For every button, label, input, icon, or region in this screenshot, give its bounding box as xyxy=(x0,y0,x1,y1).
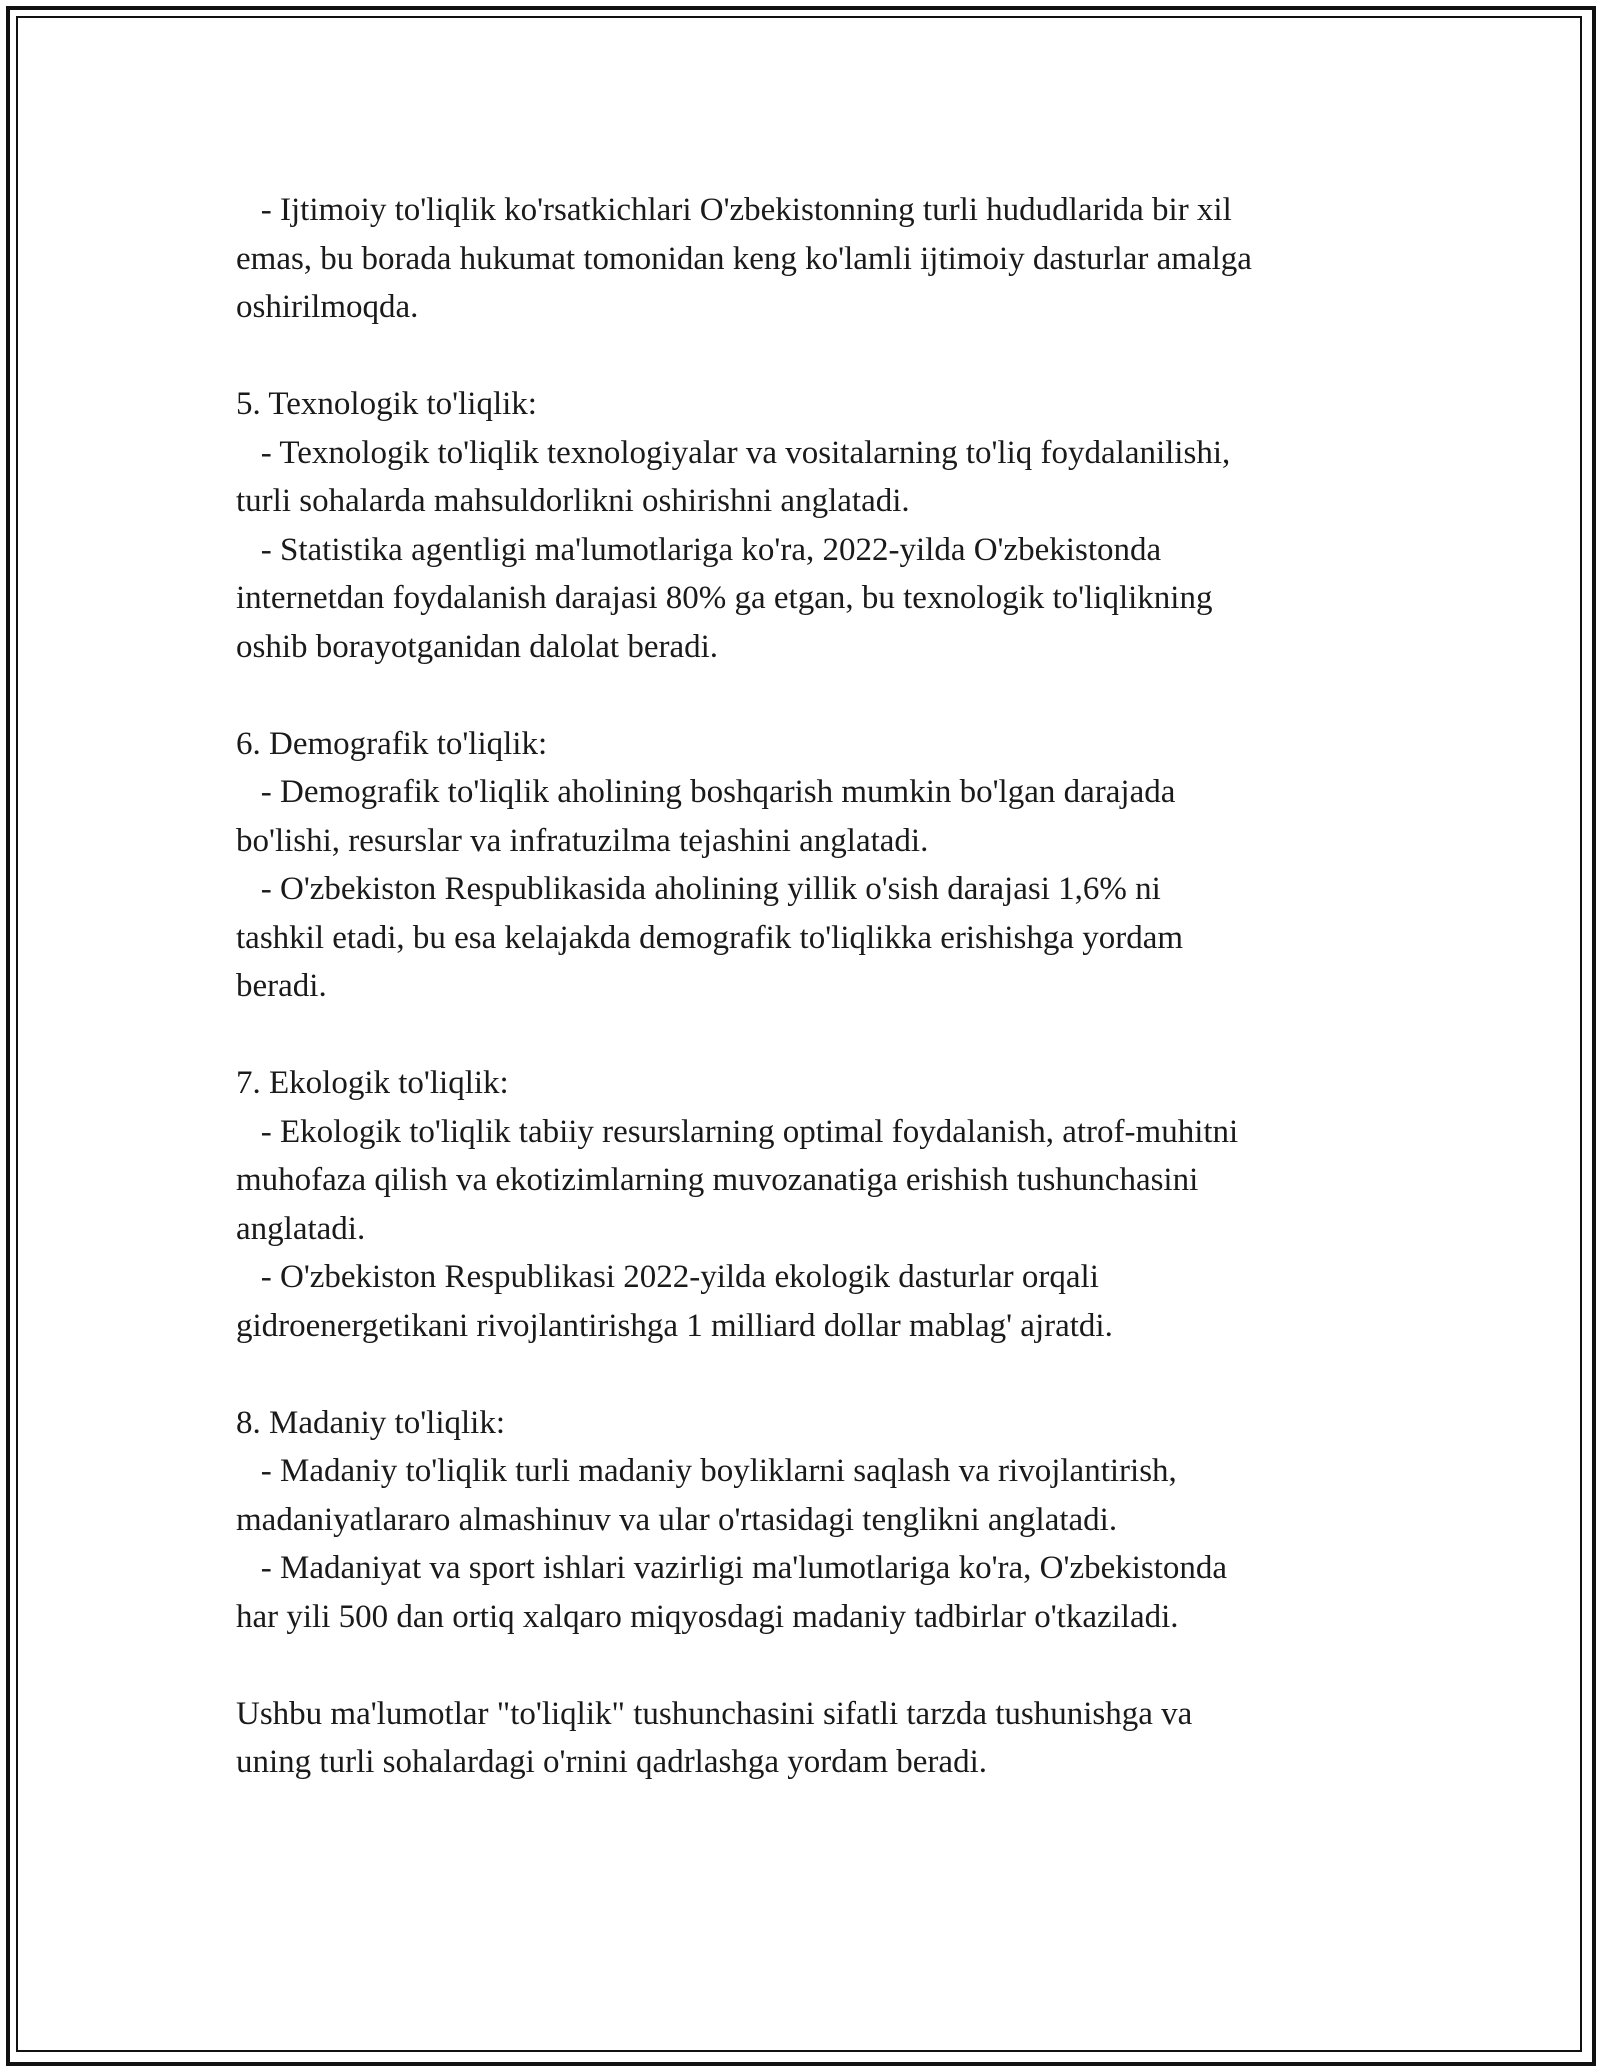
section-heading: 8. Madaniy to'liqlik: xyxy=(236,1404,506,1441)
text-line: muhofaza qilish va ekotizimlarning muvozanatiga erishish tushunchasini xyxy=(236,1162,1199,1198)
text-line: bo'lishi, resurslar va infratuzilma tejashini anglatadi. xyxy=(236,822,929,859)
text-line: har yili 500 dan ortiq xalqaro miqyosdagi madaniy tadbirlar o'tkaziladi. xyxy=(236,1598,1179,1635)
text-line: - O'zbekiston Respublikasi 2022-yilda ekologik dasturlar orqali xyxy=(236,1259,1099,1295)
text-line: oshirilmoqda. xyxy=(236,289,419,325)
paragraph-gap xyxy=(236,671,1376,720)
text-line: - Ijtimoiy to'liqlik ko'rsatkichlari O'zbekistonning turli hududlarida bir xil xyxy=(236,192,1232,228)
text-line: emas, bu borada hukumat tomonidan keng ko'lamli ijtimoiy dasturlar amalga xyxy=(236,240,1252,277)
text-line: anglatadi. xyxy=(236,1210,366,1247)
text-line: - Madaniyat va sport ishlari vazirligi ma'lumotlariga ko'ra, O'zbekistonda xyxy=(236,1550,1228,1586)
text-line: - Madaniy to'liqlik turli madaniy boyliklarni saqlash va rivojlantirish, xyxy=(236,1453,1177,1489)
paragraph-gap xyxy=(236,1641,1376,1690)
text-line: madaniyatlararo almashinuv va ular o'rtasidagi tenglikni anglatadi. xyxy=(236,1501,1118,1538)
text-line: gidroenergetikani rivojlantirishga 1 milliard dollar mablag' ajratdi. xyxy=(236,1307,1113,1344)
paragraph-gap xyxy=(236,1011,1376,1060)
text-line: beradi. xyxy=(236,968,327,1004)
conclusion-line: uning turli sohalardagi o'rnini qadrlashga yordam beradi. xyxy=(236,1744,987,1780)
text-line: - O'zbekiston Respublikasida aholining yillik o'sish darajasi 1,6% ni xyxy=(236,871,1161,907)
paragraph-gap xyxy=(236,332,1376,381)
text-line: - Texnologik to'liqlik texnologiyalar va vositalarning to'liq foydalanilishi, xyxy=(236,434,1231,471)
text-line: oshib borayotganidan dalolat beradi. xyxy=(236,628,719,665)
text-line: - Ekologik to'liqlik tabiiy resurslarning optimal foydalanish, atrof-muhitni xyxy=(236,1113,1239,1150)
text-line: tashkil etadi, bu esa kelajakda demografik to'liqlikka erishishga yordam xyxy=(236,919,1184,956)
text-line: internetdan foydalanish darajasi 80% ga etgan, bu texnologik to'liqlikning xyxy=(236,580,1213,616)
section-heading: 5. Texnologik to'liqlik: xyxy=(236,386,537,422)
text-line: - Demografik to'liqlik aholining boshqarish mumkin bo'lgan darajada xyxy=(236,774,1176,810)
text-line: - Statistika agentligi ma'lumotlariga ko'ra, 2022-yilda O'zbekistonda xyxy=(236,531,1162,568)
text-line: turli sohalarda mahsuldorlikni oshirishni anglatadi. xyxy=(236,483,910,519)
document-body xyxy=(236,186,1376,1787)
section-heading: 6. Demografik to'liqlik: xyxy=(236,725,548,762)
section-heading: 7. Ekologik to'liqlik: xyxy=(236,1065,509,1101)
conclusion-line: Ushbu ma'lumotlar "to'liqlik" tushunchasini sifatli tarzda tushunishga va xyxy=(236,1695,1193,1732)
paragraph-gap xyxy=(236,1350,1376,1399)
